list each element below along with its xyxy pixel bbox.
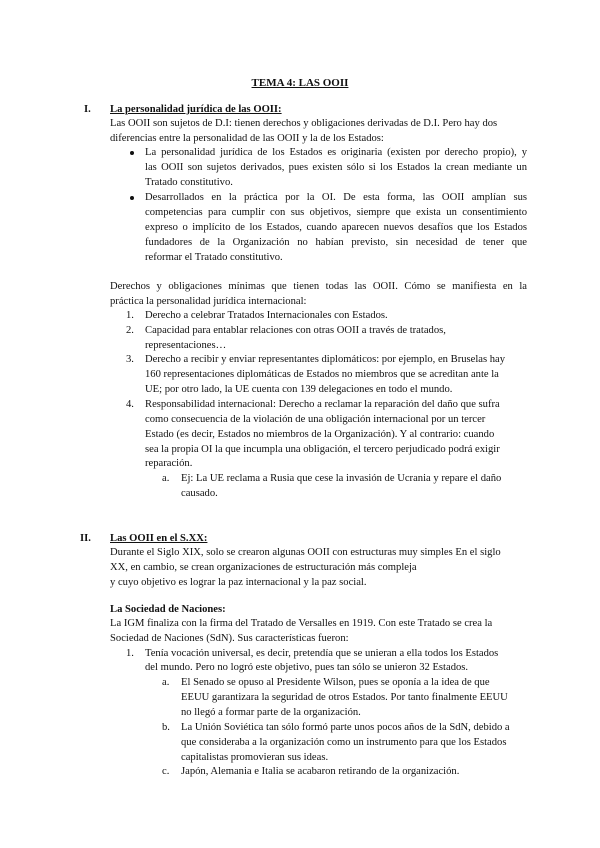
- s1-para2-line: Derechos y obligaciones mínimas que tienen todas las OOII. Cómo se manifiesta en la: [110, 281, 527, 292]
- document-title: TEMA 4: LAS OOII: [251, 77, 349, 89]
- list-item-line: como consecuencia de la violación de una obligación internacional por un tercer: [145, 414, 486, 425]
- sublist-item-line: Ej: La UE reclama a Rusia que cese la invasión de Ucrania y repare el daño: [181, 473, 502, 484]
- sublist-item-line: que consideraba a la organización como un instrumento para que los Estados: [181, 737, 507, 748]
- section-2-heading: Las OOII en el S.XX:: [110, 533, 208, 544]
- sublist-letter: a.: [162, 473, 170, 484]
- list-item-line: Derecho a celebrar Tratados Internacionales con Estados.: [145, 310, 388, 321]
- list-item-line: representaciones…: [145, 340, 227, 351]
- list-item-line: del mundo. Pero no logró este objetivo, pues tan sólo se unieron 32 Estados.: [145, 662, 469, 673]
- list-item-line: UE; por otro lado, la UE cuenta con 139 delegaciones en todo el mundo.: [145, 384, 453, 395]
- bullet-2-line: competencias para cumplir con sus objetivos, siempre que exista un consentimiento: [145, 207, 527, 218]
- bullet-1-line: La personalidad jurídica de los Estados es originaria (existen por derecho propio), y: [145, 147, 527, 158]
- s2-intro-line: Durante el Siglo XIX, solo se crearon algunas OOII con estructuras muy simples En el siglo: [110, 547, 501, 558]
- section-1-number: I.: [84, 104, 91, 115]
- list-item-line: Estado (es decir, Estados no miembros de la Organización). Y al contrario: cuando: [145, 429, 495, 440]
- sdn-intro-line: La IGM finaliza con la firma del Tratado de Versalles en 1919. Con este Tratado se crea la: [110, 618, 493, 629]
- list-item-line: Derecho a recibir y enviar representantes diplomáticos: por ejemplo, en Bruselas hay: [145, 354, 506, 365]
- list-item-line: Capacidad para entablar relaciones con otras OOII a través de tratados,: [145, 325, 446, 336]
- bullet-2-line: reformar el Tratado constitutivo.: [145, 252, 283, 263]
- sublist-item-line: Japón, Alemania e Italia se acabaron retirando de la organización.: [181, 766, 460, 777]
- sublist-item-line: no llegó a formar parte de la organización.: [181, 707, 361, 718]
- list-item-line: 160 representaciones diplomáticas de Estados no miembros que se acreditan ante la: [145, 369, 499, 380]
- bullet-2-line: expreso o implícito de los Estados, cuando aparecen nuevos desafíos que los Estados: [145, 222, 527, 233]
- s1-para2-line: práctica la personalidad jurídica internacional:: [110, 296, 307, 307]
- bullet-2-line: Desarrollados en la práctica por la OI. De esta forma, las OOII amplían sus: [145, 192, 527, 203]
- list-number: 4.: [126, 399, 134, 410]
- list-item-line: reparación.: [145, 458, 193, 469]
- sublist-item-line: EEUU garantizara la seguridad de otros Estados. Por tanto finalmente EEUU: [181, 692, 508, 703]
- bullet-dot: [130, 151, 134, 155]
- sublist-letter: b.: [162, 722, 170, 733]
- s1-intro-line: Las OOII son sujetos de D.I: tienen derechos y obligaciones derivadas de D.I. Pero hay dos: [110, 118, 498, 129]
- s2-intro-line: XX, en cambio, se crean organizaciones de estructuración más compleja: [110, 562, 417, 573]
- sublist-item-line: El Senado se opuso al Presidente Wilson, pues se oponía a la idea de que: [181, 677, 490, 688]
- list-item-line: Responsabilidad internacional: Derecho a reclamar la reparación del daño que sufra: [145, 399, 500, 410]
- section-1-heading: La personalidad jurídica de las OOII:: [110, 104, 282, 115]
- sublist-item-line: capitalistas promovieran sus ideas.: [181, 752, 329, 763]
- sublist-letter: c.: [162, 766, 170, 777]
- section-2-number: II.: [80, 533, 91, 544]
- list-item-line: sea la propia OI la que incumpla una obligación, el tercero perjudicado podrá exigir: [145, 444, 500, 455]
- s2-intro-line: y cuyo objetivo es lograr la paz internacional y la paz social.: [110, 577, 367, 588]
- sublist-letter: a.: [162, 677, 170, 688]
- bullet-2-line: fundadores de la Organización no habían previsto, sin necesidad de tener que: [145, 237, 527, 248]
- sublist-item-line: causado.: [181, 488, 218, 499]
- sdn-intro-line: Sociedad de Naciones (SdN). Sus características fueron:: [110, 633, 349, 644]
- list-number: 1.: [126, 648, 134, 659]
- list-number: 3.: [126, 354, 134, 365]
- list-number: 1.: [126, 310, 134, 321]
- sdn-heading: La Sociedad de Naciones:: [110, 604, 226, 615]
- bullet-1-line: las OOII son sujetos derivados, pues existen sólo si los Estados la crean mediante un: [145, 162, 527, 173]
- bullet-dot: [130, 196, 134, 200]
- sublist-item-line: La Unión Soviética tan sólo formó parte unos pocos años de la SdN, debido a: [181, 722, 510, 733]
- s1-intro-line: diferencias entre la personalidad de las OOII y la de los Estados:: [110, 133, 384, 144]
- bullet-1-line: Tratado constitutivo.: [145, 177, 233, 188]
- list-number: 2.: [126, 325, 134, 336]
- list-item-line: Tenía vocación universal, es decir, pretendía que se unieran a ella todos los Estados: [145, 648, 499, 659]
